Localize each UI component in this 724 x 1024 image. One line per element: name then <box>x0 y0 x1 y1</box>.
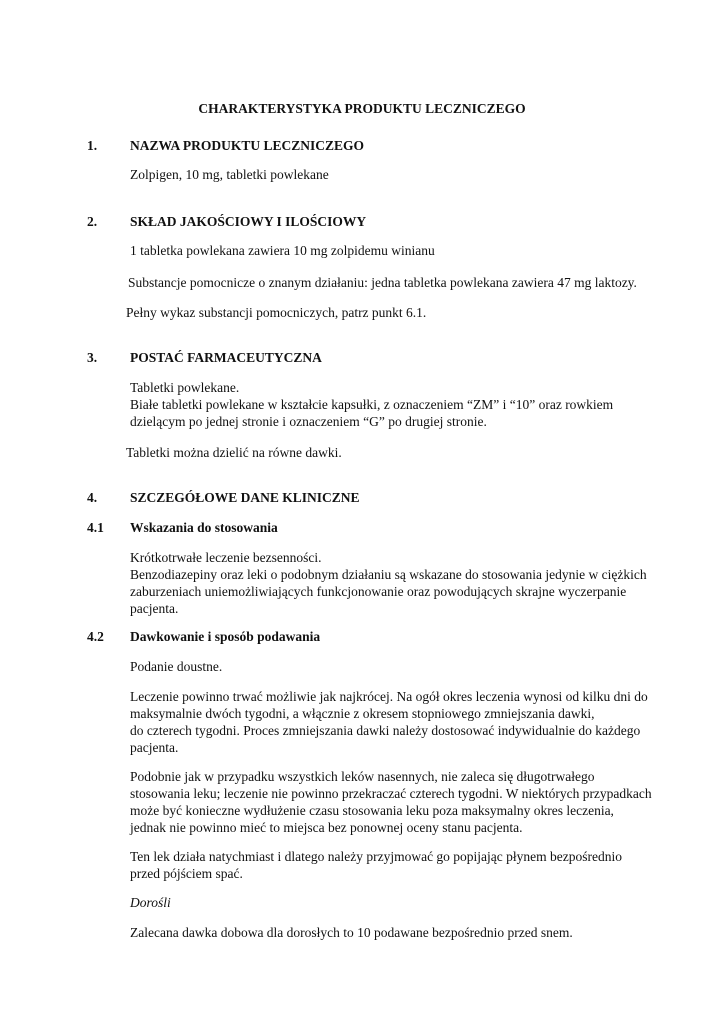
subsection-4-2-p4-line: przed pójściem spać. <box>130 866 243 881</box>
section-1-heading: NAZWA PRODUKTU LECZNICZEGO <box>130 138 365 153</box>
adults-dosage-text: Zalecana dawka dobowa dla dorosłych to 10 podawane bezpośrednio przed snem. <box>130 925 573 940</box>
subsection-4-1-heading: Wskazania do stosowania <box>130 520 278 535</box>
section-3-line: Tabletki powlekane. <box>130 380 240 395</box>
section-1-text: Zolpigen, 10 mg, tabletki powlekane <box>130 167 329 182</box>
subsection-4-1-line: zaburzeniach uniemożliwiających funkcjonowanie oraz powodujących skrajne wyczerpanie <box>130 584 627 599</box>
subsection-4-2-p2-line: do czterech tygodni. Proces zmniejszania dawki należy dostosować indywidualnie do każdego <box>130 723 641 738</box>
subsection-4-2-paragraph-1: Podanie doustne. <box>130 659 223 674</box>
section-1-number: 1. <box>87 138 98 153</box>
section-3-line: Białe tabletki powlekane w kształcie kapsułki, z oznaczeniem “ZM” i “10” oraz rowkiem <box>130 397 614 412</box>
section-3-heading: POSTAĆ FARMACEUTYCZNA <box>130 350 322 365</box>
section-2-heading: SKŁAD JAKOŚCIOWY I ILOŚCIOWY <box>130 214 367 229</box>
subsection-4-1-number: 4.1 <box>87 520 104 535</box>
adults-subheading: Dorośli <box>130 895 171 910</box>
section-4-heading: SZCZEGÓŁOWE DANE KLINICZNE <box>130 490 360 505</box>
subsection-4-2-number: 4.2 <box>87 629 104 644</box>
subsection-4-2-heading: Dawkowanie i sposób podawania <box>130 629 321 644</box>
subsection-4-2-p2-line: pacjenta. <box>130 740 179 755</box>
subsection-4-2-p3-line: może być konieczne wydłużenie czasu stosowania leku poza maksymalny okres leczenia, <box>130 803 614 818</box>
section-4-number: 4. <box>87 490 98 505</box>
subsection-4-2-p4-line: Ten lek działa natychmiast i dlatego należy przyjmować go popijając płynem bezpośrednio <box>130 849 623 864</box>
subsection-4-2-p3-line: stosowania leku; leczenie nie powinno przekraczać czterech tygodni. W niektórych przypadkach <box>130 786 652 801</box>
subsection-4-1-line: Benzodiazepiny oraz leki o podobnym działaniu są wskazane do stosowania jedynie w ciężkich <box>130 567 647 582</box>
subsection-4-2-p3-line: Podobnie jak w przypadku wszystkich leków nasennych, nie zaleca się długotrwałego <box>130 769 595 784</box>
document-title: CHARAKTERYSTYKA PRODUKTU LECZNICZEGO <box>198 101 526 116</box>
subsection-4-1-line: Krótkotrwałe leczenie bezsenności. <box>130 550 322 565</box>
subsection-4-1-line: pacjenta. <box>130 601 179 616</box>
section-2-number: 2. <box>87 214 98 229</box>
section-2-paragraph-3: Pełny wykaz substancji pomocniczych, patrz punkt 6.1. <box>126 305 427 320</box>
section-2-paragraph-2: Substancje pomocnicze o znanym działaniu: jedna tabletka powlekana zawiera 47 mg laktozy. <box>128 275 637 290</box>
subsection-4-2-p2-line: maksymalnie dwóch tygodni, a włącznie z okresem stopniowego zmniejszania dawki, <box>130 706 595 721</box>
section-3-line: dzielącym po jednej stronie i oznaczeniem “G” po drugiej stronie. <box>130 414 487 429</box>
section-2-paragraph-1: 1 tabletka powlekana zawiera 10 mg zolpidemu winianu <box>130 243 435 258</box>
section-3-paragraph-2: Tabletki można dzielić na równe dawki. <box>126 445 342 460</box>
subsection-4-2-p2-line: Leczenie powinno trwać możliwie jak najkrócej. Na ogół okres leczenia wynosi od kilku dni do <box>130 689 648 704</box>
section-3-number: 3. <box>87 350 98 365</box>
subsection-4-2-p3-line: jednak nie powinno mieć to miejsca bez ponownej oceny stanu pacjenta. <box>130 820 523 835</box>
